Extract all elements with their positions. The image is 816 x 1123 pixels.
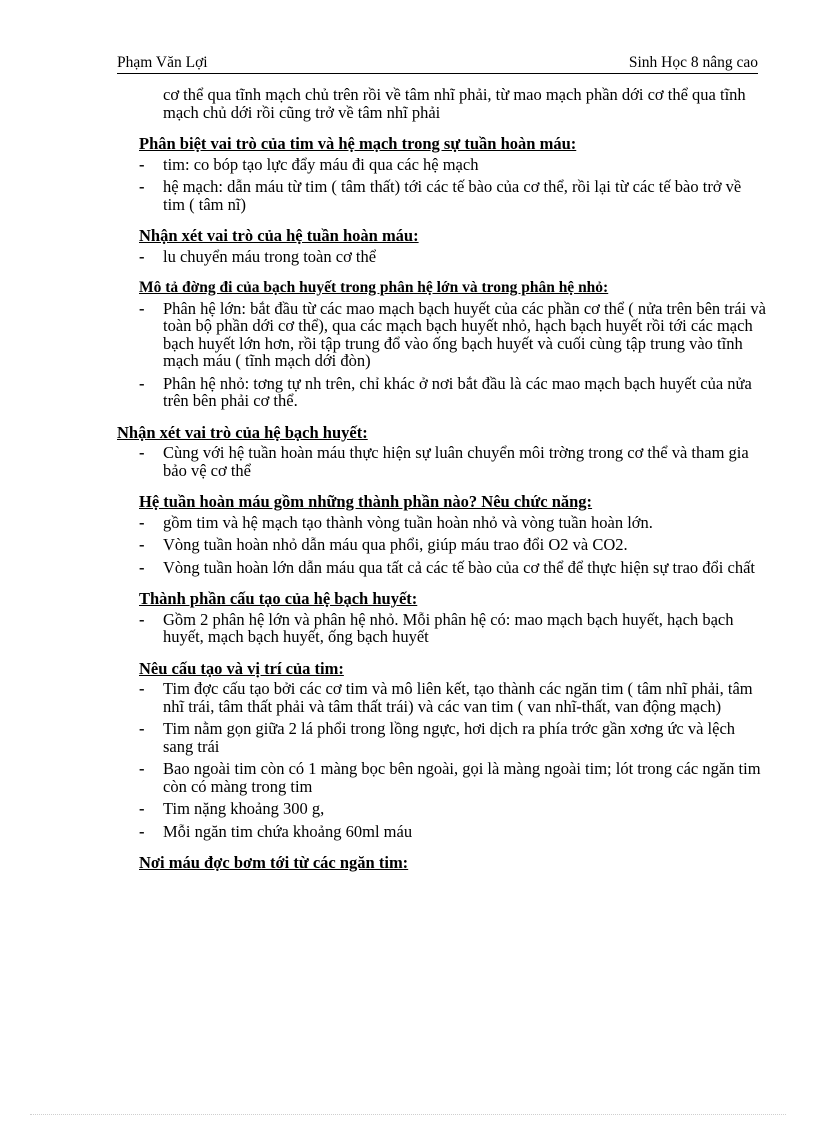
- section-lymph-role: [0, 424, 816, 480]
- bullet-list: [0, 444, 816, 479]
- section-heading: Nhận xét vai trò của hệ tuần hoàn máu:: [139, 226, 419, 245]
- section-heading: Mô tả đờng đi của bạch huyết trong phân hệ lớn và trong phân hệ nhỏ:: [139, 279, 609, 296]
- list-item: - tim: co bóp tạo lực đẩy máu đi qua các hệ mạch: [163, 156, 766, 174]
- list-item: - Phân hệ lớn: bắt đầu từ các mao mạch bạch huyết của các phần cơ thể ( nửa trên bên trái và toàn bộ phần dới cơ thể), qua các mạch bạch huyết nhỏ, hạch bạch huyết rồi tới các mạch bạch huyết lớn hơn, rồi tập trung đổ vào ống bạch huyết và cuối cùng tập trung vào tĩnh mạch máu ( tĩnh mạch dới đòn): [163, 300, 766, 370]
- section-lymph-components: [0, 590, 816, 646]
- section-heading: Hệ tuần hoàn máu gồm những thành phần nào? Nêu chức năng:: [139, 492, 593, 511]
- list-item: - Vòng tuần hoàn lớn dẫn máu qua tất cả các tế bào của cơ thể để thực hiện sự trao đổi chất: [163, 559, 766, 577]
- bullet-list: [0, 156, 816, 214]
- list-item: - Mỗi ngăn tim chứa khoảng 60ml máu: [163, 823, 766, 841]
- section-circulatory-components: [0, 493, 816, 576]
- document-body: [0, 86, 816, 872]
- section-heading: Nêu cấu tạo và vị trí của tim:: [139, 658, 344, 678]
- section-heading: Thành phần cấu tạo của hệ bạch huyết:: [139, 589, 418, 608]
- list-item: - Cùng với hệ tuần hoàn máu thực hiện sự luân chuyển môi trờng trong cơ thể và tham gia bảo vệ cơ thể: [163, 444, 766, 479]
- list-item: - Bao ngoài tim còn có 1 màng bọc bên ngoài, gọi là màng ngoài tim; lót trong các ngăn tim còn có màng trong tim: [163, 760, 766, 795]
- header-subject: Sinh Học 8 nâng cao: [628, 54, 758, 71]
- intro-paragraph: cơ thể qua tĩnh mạch chủ trên rồi về tâm nhĩ phải, từ mao mạch phần dới cơ thể qua tĩnh mạch chủ dới rồi cũng trở về tâm nhĩ phải: [163, 85, 746, 122]
- list-item: - gồm tim và hệ mạch tạo thành vòng tuần hoàn nhỏ và vòng tuần hoàn lớn.: [163, 514, 766, 532]
- bullet-list: [0, 680, 816, 840]
- section-blood-destination: [0, 854, 816, 872]
- list-item: - lu chuyển máu trong toàn cơ thể: [163, 248, 766, 266]
- list-item: - hệ mạch: dẫn máu từ tim ( tâm thất) tới các tế bào của cơ thể, rồi lại từ các tế bào trở về tim ( tâm nĩ): [163, 178, 766, 213]
- section-heart-structure: [0, 660, 816, 841]
- list-item: - Phân hệ nhỏ: tơng tự nh trên, chỉ khác ở nơi bắt đầu là các mao mạch bạch huyết của nửa trên bên phải cơ thể.: [163, 375, 766, 410]
- bullet-list: [0, 300, 816, 410]
- list-item: - Gồm 2 phân hệ lớn và phân hệ nhỏ. Mỗi phân hệ có: mao mạch bạch huyết, hạch bạch huyết, mạch bạch huyết, ống bạch huyết: [163, 611, 766, 646]
- bullet-list: [0, 514, 816, 577]
- section-heading: Nơi máu đợc bơm tới từ các ngăn tim:: [139, 853, 409, 872]
- list-item: - Tim đợc cấu tạo bởi các cơ tim và mô liên kết, tạo thành các ngăn tim ( tâm nhĩ phải, tâm nhĩ trái, tâm thất phải và tâm thất trái) và các van tim ( van nhĩ-thất, van động mạch): [163, 680, 766, 715]
- section-heading: Nhận xét vai trò của hệ bạch huyết:: [117, 422, 368, 442]
- page-header: [117, 53, 758, 74]
- header-author: Phạm Văn Lợi: [117, 54, 208, 71]
- page-bottom-rule: [30, 1114, 786, 1115]
- bullet-list: [0, 611, 816, 646]
- section-lymph-path: [0, 279, 816, 410]
- list-item: - Tim nặng khoảng 300 g,: [163, 800, 766, 818]
- section-heading: Phân biệt vai trò của tim và hệ mạch trong sự tuần hoàn máu:: [139, 134, 577, 153]
- list-item: - Vòng tuần hoàn nhỏ dẫn máu qua phổi, giúp máu trao đổi O2 và CO2.: [163, 536, 766, 554]
- list-item: - Tim nằm gọn giữa 2 lá phổi trong lồng ngực, hơi dịch ra phía trớc gần xơng ức và lệch sang trái: [163, 720, 766, 755]
- section-heart-vessels-role: [0, 135, 816, 213]
- bullet-list: [0, 248, 816, 266]
- section-circulatory-role: [0, 227, 816, 265]
